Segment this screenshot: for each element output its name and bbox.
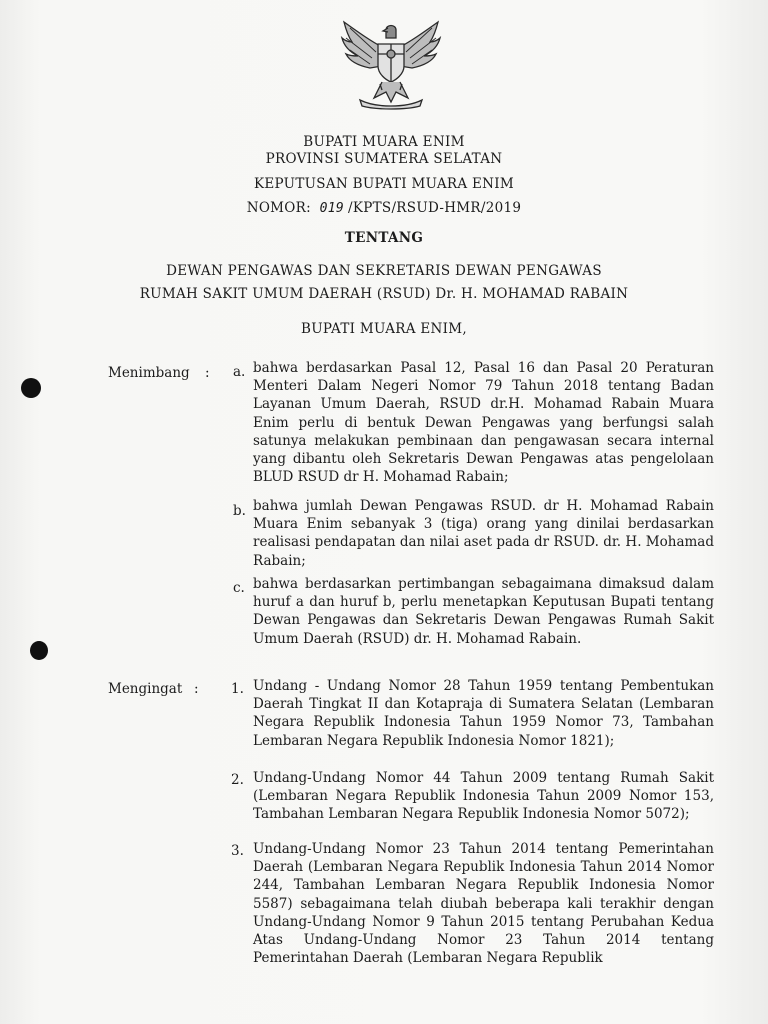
mengingat-item-1: Undang - Undang Nomor 28 Tahun 1959 tentang Pembentukan Daerah Tingkat II dan Kotapraja di Sumatera Selatan (Lembaran Negara Republik Indonesia Tahun 1959 Nomor 73, Tambahan Lembaran Negara Republik Indonesia Nomor 1821); — [253, 678, 714, 749]
mengingat-item-3: Undang-Undang Nomor 23 Tahun 2014 tentang Pemerintahan Daerah (Lembaran Negara Republik Indonesia Tahun 2014 Nomor 244, Tambahan Lembaran Negara Republik Indonesia Nomor 5587) sebagaimana telah diubah beberapa kali terakhir dengan Undang-Undang Nomor 9 Tahun 2015 tentang Perubahan Kedua Atas Undang-Undang Nomor 23 Tahun 2014 tentang Pemerintahan Daerah (Lembaran Negara Republik — [253, 841, 714, 967]
menimbang-item-a: bahwa berdasarkan Pasal 12, Pasal 16 dan Pasal 20 Peraturan Menteri Dalam Negeri Nomor 79 Tahun 2018 tentang Badan Layanan Umum Daerah, RSUD dr.H. Mohamad Rabain Muara Enim perlu di bentuk Dewan Pengawas yang berfungsi salah satunya melakukan pembinaan dan pengawasan secara internal yang dibantu oleh Sekretaris Dewan Pengawas atas pengelolaan BLUD RSUD dr H. Mohamad Rabain; — [253, 360, 714, 486]
subject-line-2: RUMAH SAKIT UMUM DAERAH (RSUD) Dr. H. MOHAMAD RABAIN — [139, 286, 629, 302]
menimbang-item-b: bahwa jumlah Dewan Pengawas RSUD. dr H. Mohamad Rabain Muara Enim sebanyak 3 (tiga) orang yang dinilai berdasarkan realisasi pendapatan dan nilai aset pada dr RSUD. dr. H. Mohamad Rabain; — [253, 498, 714, 569]
menimbang-marker-a: a. — [233, 364, 246, 380]
mengingat-item-2: Undang-Undang Nomor 44 Tahun 2009 tentang Rumah Sakit (Lembaran Negara Republik Indonesia Tahun 2009 Nomor 153, Tambahan Lembaran Negara Republik Indonesia Nomor 5072); — [253, 770, 714, 823]
punch-hole-bottom — [30, 641, 48, 660]
tentang-heading: TENTANG — [344, 230, 424, 246]
mengingat-marker-3: 3. — [231, 843, 244, 859]
decree-title: KEPUTUSAN BUPATI MUARA ENIM — [253, 176, 515, 192]
nomor-suffix: /KPTS/RSUD-HMR/2019 — [347, 200, 522, 216]
nomor-label: NOMOR: — [246, 200, 311, 216]
issuer-title: BUPATI MUARA ENIM — [303, 134, 465, 150]
mengingat-marker-2: 2. — [231, 772, 244, 788]
issuer-signature-line: BUPATI MUARA ENIM, — [300, 321, 468, 337]
garuda-emblem-icon — [336, 18, 446, 110]
province-title: PROVINSI SUMATERA SELATAN — [265, 151, 503, 167]
punch-hole-top — [21, 378, 41, 398]
menimbang-item-c: bahwa berdasarkan pertimbangan sebagaimana dimaksud dalam huruf a dan huruf b, perlu menetapkan Keputusan Bupati tentang Dewan Pengawas dan Sekretaris Dewan Pengawas Rumah Sakit Umum Daerah (RSUD) dr. H. Mohamad Rabain. — [253, 576, 714, 647]
subject-line-1: DEWAN PENGAWAS DAN SEKRETARIS DEWAN PENGAWAS — [166, 263, 602, 279]
decree-number — [0, 200, 768, 216]
menimbang-label: Menimbang : — [108, 365, 210, 381]
mengingat-marker-1: 1. — [231, 681, 244, 697]
menimbang-marker-b: b. — [233, 503, 246, 519]
nomor-handwritten-value: 019 — [319, 201, 344, 216]
menimbang-marker-c: c. — [233, 580, 245, 596]
mengingat-label: Mengingat : — [108, 681, 199, 697]
